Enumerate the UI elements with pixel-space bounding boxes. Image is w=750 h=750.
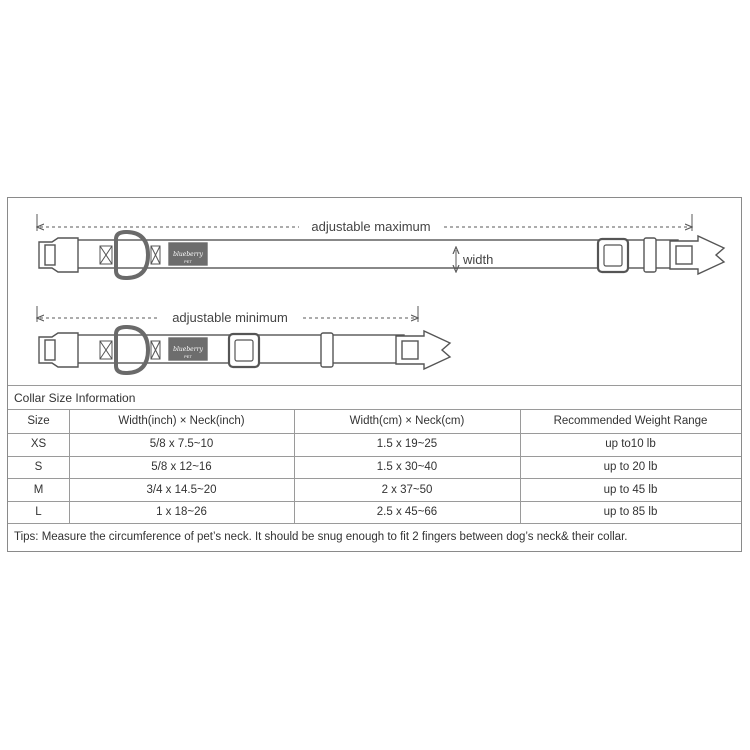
table-row: 1.5 x 30~40	[376, 461, 438, 473]
size-table	[8, 198, 741, 551]
table-title: Collar Size Information	[14, 391, 136, 405]
header-top-rule	[8, 409, 741, 410]
brand-subtext-min: PET	[184, 354, 192, 359]
max-label: adjustable maximum	[311, 219, 431, 234]
brand-text-min: blueberry	[173, 346, 203, 353]
table-row: up to 85 lb	[603, 506, 658, 518]
table-row: M	[33, 484, 44, 496]
table-row: 5/8 x 7.5~10	[149, 438, 214, 450]
header-size: Size	[27, 415, 50, 427]
header-width-inch: Width(inch) × Neck(inch)	[118, 415, 245, 427]
width-label: width	[463, 252, 494, 267]
collar-size-panel	[7, 197, 742, 552]
header-weight-range: Recommended Weight Range	[553, 415, 708, 427]
table-row: up to10 lb	[605, 438, 656, 450]
table-bottom-rule	[8, 523, 741, 524]
table-row: up to 45 lb	[603, 484, 658, 496]
header-width-cm: Width(cm) × Neck(cm)	[349, 415, 465, 427]
row-rule	[8, 501, 741, 502]
table-row: XS	[30, 438, 47, 450]
table-top-rule	[8, 385, 741, 386]
brand-text-max: blueberry	[173, 251, 203, 258]
table-row: L	[35, 506, 42, 518]
table-row: 1 x 18~26	[156, 506, 207, 518]
table-row: up to 20 lb	[603, 461, 658, 473]
table-row: 5/8 x 12~16	[151, 461, 212, 473]
row-rule	[8, 478, 741, 479]
table-row: 3/4 x 14.5~20	[146, 484, 217, 496]
tips-text: Tips: Measure the circumference of pet’s neck. It should be snug enough to fit 2 fingers between dog’s neck& their collar.	[14, 531, 628, 543]
table-row: 2 x 37~50	[381, 484, 433, 496]
min-label: adjustable minimum	[172, 310, 288, 325]
table-row: S	[34, 461, 43, 473]
table-row: 2.5 x 45~66	[376, 506, 438, 518]
brand-subtext-max: PET	[184, 259, 192, 264]
table-row: 1.5 x 19~25	[376, 438, 438, 450]
header-bottom-rule	[8, 433, 741, 434]
row-rule	[8, 456, 741, 457]
